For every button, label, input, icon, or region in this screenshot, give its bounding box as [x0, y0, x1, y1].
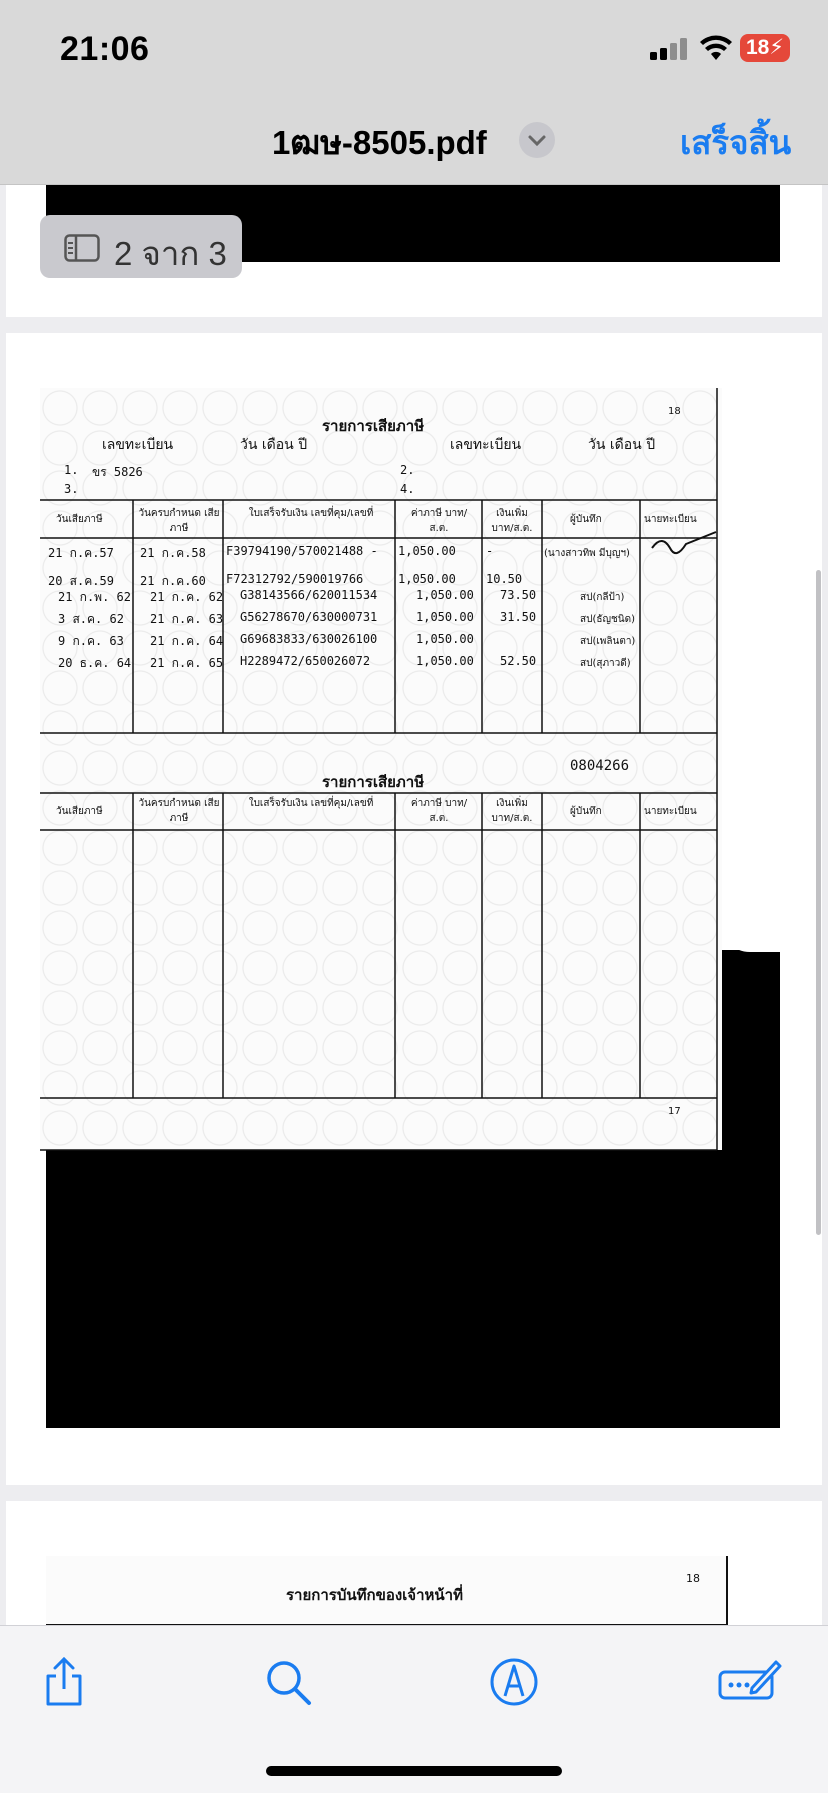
- row-due: 21 ก.ค.58: [140, 546, 206, 560]
- col-header-registrar: นายทะเบียน: [644, 806, 697, 817]
- col-header-due: วันครบกำหนด เสียภาษี: [138, 798, 220, 824]
- page-scan-curl: [720, 900, 782, 952]
- row-date: 20 ธ.ค. 64: [58, 656, 132, 670]
- col-header-receipt: ใบเสร็จรับเงิน เลขที่คุม/เลขที่: [248, 798, 374, 809]
- row-date: 9 ก.ค. 63: [58, 634, 124, 648]
- row-receipt: F72312792/590019766: [226, 572, 364, 586]
- col-header-receipt: ใบเสร็จรับเงิน เลขที่คุม/เลขที่: [248, 508, 374, 519]
- row-by: สป(เพลินตา): [580, 636, 636, 647]
- battery-indicator: 18⚡: [740, 34, 790, 62]
- scroll-indicator[interactable]: [816, 570, 821, 1235]
- scanned-tax-record: [40, 388, 722, 1150]
- row-due: 21 ก.ค. 64: [150, 634, 224, 648]
- next-page-scan: [46, 1556, 728, 1636]
- search-icon[interactable]: [262, 1656, 314, 1708]
- reg-header-3: เลขทะเบียน: [450, 437, 522, 453]
- next-page-number: 18: [686, 1572, 700, 1585]
- row-by: สป(ธัญชนิด): [580, 614, 635, 625]
- row-tax: 1,050.00: [416, 610, 474, 624]
- reg-header-4: วัน เดือน ปี: [588, 437, 656, 453]
- row-receipt: G69683833/630026100: [240, 632, 378, 646]
- page-scan-black-bottom: [46, 1150, 780, 1428]
- navigation-bar: [0, 96, 828, 185]
- col-header-tax: ค่าภาษี บาท/ส.ต.: [410, 508, 468, 534]
- col-header-extra: เงินเพิ่ม บาท/ส.ต.: [491, 798, 533, 824]
- reg-header-1: เลขทะเบียน: [102, 437, 174, 453]
- row-by: สป(สุภาวดี): [580, 658, 631, 669]
- col-header-by: ผู้บันทึก: [570, 806, 602, 817]
- row-receipt: H2289472/650026072: [240, 654, 371, 668]
- row-extra: -: [486, 544, 494, 558]
- col-header-tax: ค่าภาษี บาท/ส.ต.: [410, 798, 468, 824]
- next-page-title: รายการบันทึกของเจ้าหน้าที่: [286, 1586, 463, 1604]
- serial-number: 0804266: [570, 758, 630, 774]
- col-header-date: วันเสียภาษี: [56, 514, 103, 525]
- col-header-date: วันเสียภาษี: [56, 806, 103, 817]
- row-due: 21 ก.ค.60: [140, 574, 206, 588]
- row-date: 21 ก.ค.57: [48, 546, 114, 560]
- col-header-registrar: นายทะเบียน: [644, 514, 697, 525]
- row-tax: 1,050.00: [398, 572, 456, 586]
- page-indicator[interactable]: [40, 215, 242, 278]
- reg-row-1-value: ขร 5826: [92, 465, 143, 479]
- reg-row-1-num2: 2.: [400, 463, 415, 477]
- markup-icon[interactable]: [488, 1656, 540, 1708]
- wifi-icon: [699, 34, 733, 62]
- status-time: 21:06: [60, 30, 150, 68]
- reg-row-2-num2: 4.: [400, 482, 415, 496]
- page-indicator-label: 2 จาก 3: [114, 235, 227, 272]
- page-number-top: 18: [668, 406, 681, 417]
- row-date: 3 ส.ค. 62: [58, 612, 124, 626]
- row-due: 21 ก.ค. 63: [150, 612, 224, 626]
- row-due: 21 ก.ค. 65: [150, 656, 224, 670]
- row-by: สป(กลีป้า): [580, 592, 625, 603]
- row-due: 21 ก.ค. 62: [150, 590, 224, 604]
- row-extra: 52.50: [500, 654, 537, 668]
- title-menu-button[interactable]: [519, 122, 555, 158]
- row-tax: 1,050.00: [416, 632, 474, 646]
- row-date: 21 ก.พ. 62: [58, 590, 131, 604]
- chevron-down-icon: [519, 122, 555, 158]
- row-tax: 1,050.00: [416, 588, 474, 602]
- document-title[interactable]: 1ฒษ-8505.pdf: [272, 124, 487, 161]
- form-icon[interactable]: [718, 1656, 782, 1708]
- home-indicator: [266, 1766, 562, 1776]
- row-receipt: F39794190/570021488 -: [226, 544, 378, 558]
- row-by: (นางสาวทิพ มีบุญฯ): [544, 548, 630, 559]
- row-extra: 10.50: [486, 572, 523, 586]
- signature-mark: [652, 532, 716, 553]
- cellular-signal-icon: [650, 38, 694, 60]
- row-tax: 1,050.00: [416, 654, 474, 668]
- row-tax: 1,050.00: [398, 544, 456, 558]
- row-extra: 73.50: [500, 588, 537, 602]
- status-bar: [0, 0, 828, 96]
- table-title-top: รายการเสียภาษี: [322, 417, 425, 435]
- sidebar-icon: [64, 234, 100, 262]
- row-date: 20 ส.ค.59: [48, 574, 114, 588]
- reg-row-2-num: 3.: [64, 482, 79, 496]
- row-receipt: G38143566/620011534: [240, 588, 378, 602]
- row-extra: 31.50: [500, 610, 537, 624]
- reg-row-1-num: 1.: [64, 463, 79, 477]
- row-receipt: G56278670/630000731: [240, 610, 378, 624]
- done-button[interactable]: เสร็จสิ้น: [680, 124, 792, 161]
- battery-level: 18: [745, 36, 770, 59]
- page-number-bottom: 17: [668, 1106, 681, 1117]
- reg-header-2: วัน เดือน ปี: [240, 437, 308, 453]
- col-header-due: วันครบกำหนด เสียภาษี: [138, 508, 220, 534]
- share-icon[interactable]: [38, 1656, 90, 1708]
- table-title-bottom: รายการเสียภาษี: [322, 773, 425, 791]
- col-header-by: ผู้บันทึก: [570, 514, 602, 525]
- col-header-extra: เงินเพิ่ม บาท/ส.ต.: [491, 508, 533, 534]
